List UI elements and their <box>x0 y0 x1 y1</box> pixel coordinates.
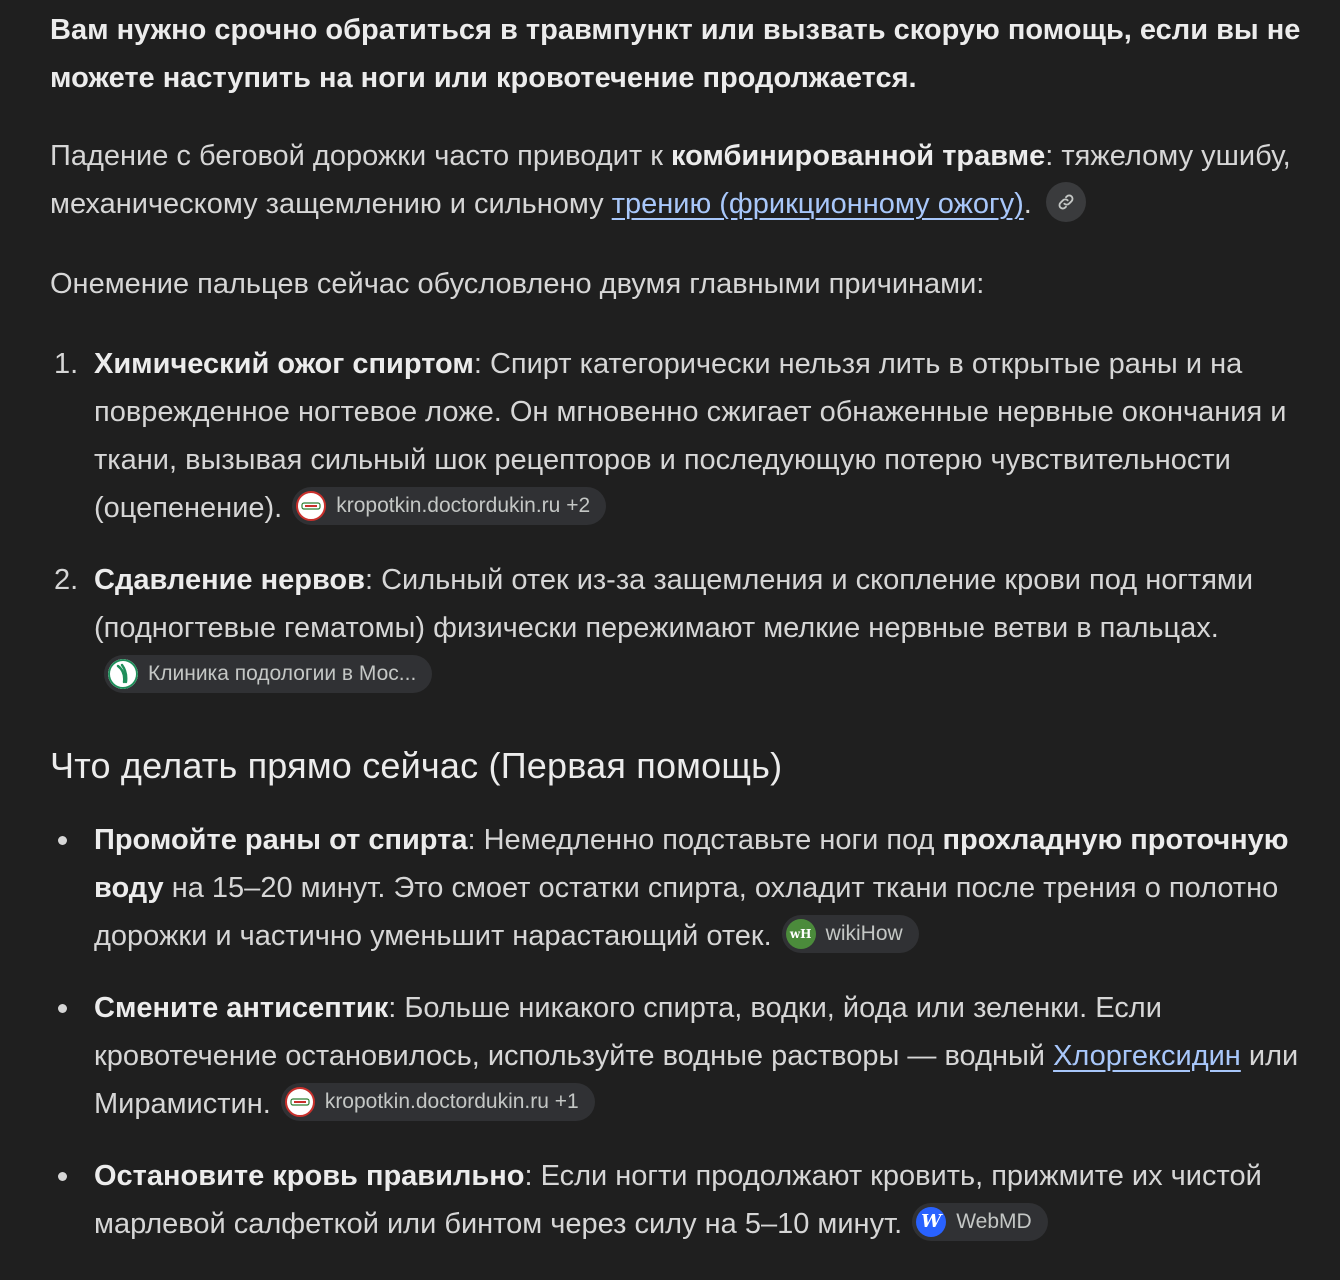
source-label: wikiHow <box>825 922 903 946</box>
webmd-favicon-icon: W <box>916 1207 946 1237</box>
link-icon[interactable] <box>1046 182 1086 222</box>
list-number: 1. <box>54 348 79 380</box>
step-text-2: или Мирамистин. <box>94 1040 1299 1120</box>
source-label: kropotkin.doctordukin.ru +2 <box>336 494 591 518</box>
step-text: : Если ногти продолжают кровить, прижмите их чистой марлевой салфеткой или бинтом через силу на 5–10 минут. <box>94 1160 1262 1240</box>
cause-title: Химический ожог спиртом <box>94 348 474 380</box>
step-text: : Немедленно подставьте ноги под <box>467 824 943 856</box>
source-label: WebMD <box>956 1210 1032 1234</box>
intro-text: Падение с беговой дорожки часто приводит к <box>50 140 671 172</box>
list-item <box>50 984 1340 1128</box>
list-item <box>50 556 1340 700</box>
intro-paragraph <box>50 132 1340 228</box>
urgent-warning <box>50 0 1340 102</box>
cause-text: : Сильный отек из-за защемления и скопление крови под ногтями (подногтевые гематомы) физически пережимают мелкие нервные ветви в пальцах. <box>94 564 1254 644</box>
section-heading: Что делать прямо сейчас (Первая помощь) <box>50 745 783 786</box>
list-number: 2. <box>54 564 79 596</box>
friction-burn-link[interactable]: трению (фрикционному ожогу) <box>611 188 1024 220</box>
list-item <box>50 816 1340 960</box>
source-label: kropotkin.doctordukin.ru +1 <box>324 1090 579 1114</box>
step-text-2: на 15–20 минут. Это смоет остатки спирта, охладит ткани после трения о полотно дорожки и частично уменьшит нарастающий отек. <box>94 872 1279 952</box>
causes-list <box>50 340 1340 700</box>
urgent-warning-line-2: можете наступить на ноги или кровотечение продолжается. <box>50 62 917 94</box>
source-chip[interactable] <box>281 1083 595 1121</box>
chlorhexidine-link[interactable]: Хлоргексидин <box>1053 1040 1241 1072</box>
bullet <box>58 836 67 845</box>
cause-text: : Спирт категорически нельзя лить в открытые раны и на поврежденное ногтевое ложе. Он мгновенно сжигает обнаженные нервные окончания и ткани, вызывая сильный шок рецепторов и последующую потерю чувствительности (оцепенение). <box>94 348 1287 524</box>
step-text: : Больше никакого спирта, водки, йода или зеленки. Если кровотечение остановилось, используйте водные растворы — водный <box>94 992 1162 1072</box>
urgent-warning-line-1: Вам нужно срочно обратиться в травмпункт или вызвать скорую помощь, если вы не <box>50 14 1301 46</box>
source-chip[interactable] <box>292 487 606 525</box>
bullet <box>58 1172 67 1181</box>
causes-intro: Онемение пальцев сейчас обусловлено двумя главными причинами: <box>50 268 985 300</box>
intro-end: . <box>1023 188 1032 220</box>
source-chip[interactable] <box>912 1203 1047 1241</box>
source-chip[interactable] <box>104 655 432 693</box>
step-bold: прохладную проточную воду <box>94 824 1289 904</box>
intro-text-2: : тяжелому ушибу, механическому защемлению и сильному <box>50 140 1291 220</box>
step-title: Промойте раны от спирта <box>94 824 468 856</box>
step-title: Остановите кровь правильно <box>94 1160 525 1192</box>
wikihow-favicon-icon: wH <box>786 919 816 949</box>
source-chip[interactable] <box>782 915 919 953</box>
doctordukin-favicon-icon <box>285 1087 315 1117</box>
list-item <box>50 1152 1340 1248</box>
bullet <box>58 1004 67 1013</box>
list-item <box>50 340 1340 532</box>
intro-bold: комбинированной травме <box>670 140 1046 172</box>
source-label: Клиника подологии в Мос... <box>148 662 417 686</box>
podology-clinic-favicon-icon <box>108 659 138 689</box>
step-title: Смените антисептик <box>94 992 389 1024</box>
cause-title: Сдавление нервов <box>94 564 365 596</box>
first-aid-list <box>50 816 1340 1248</box>
doctordukin-favicon-icon <box>296 491 326 521</box>
